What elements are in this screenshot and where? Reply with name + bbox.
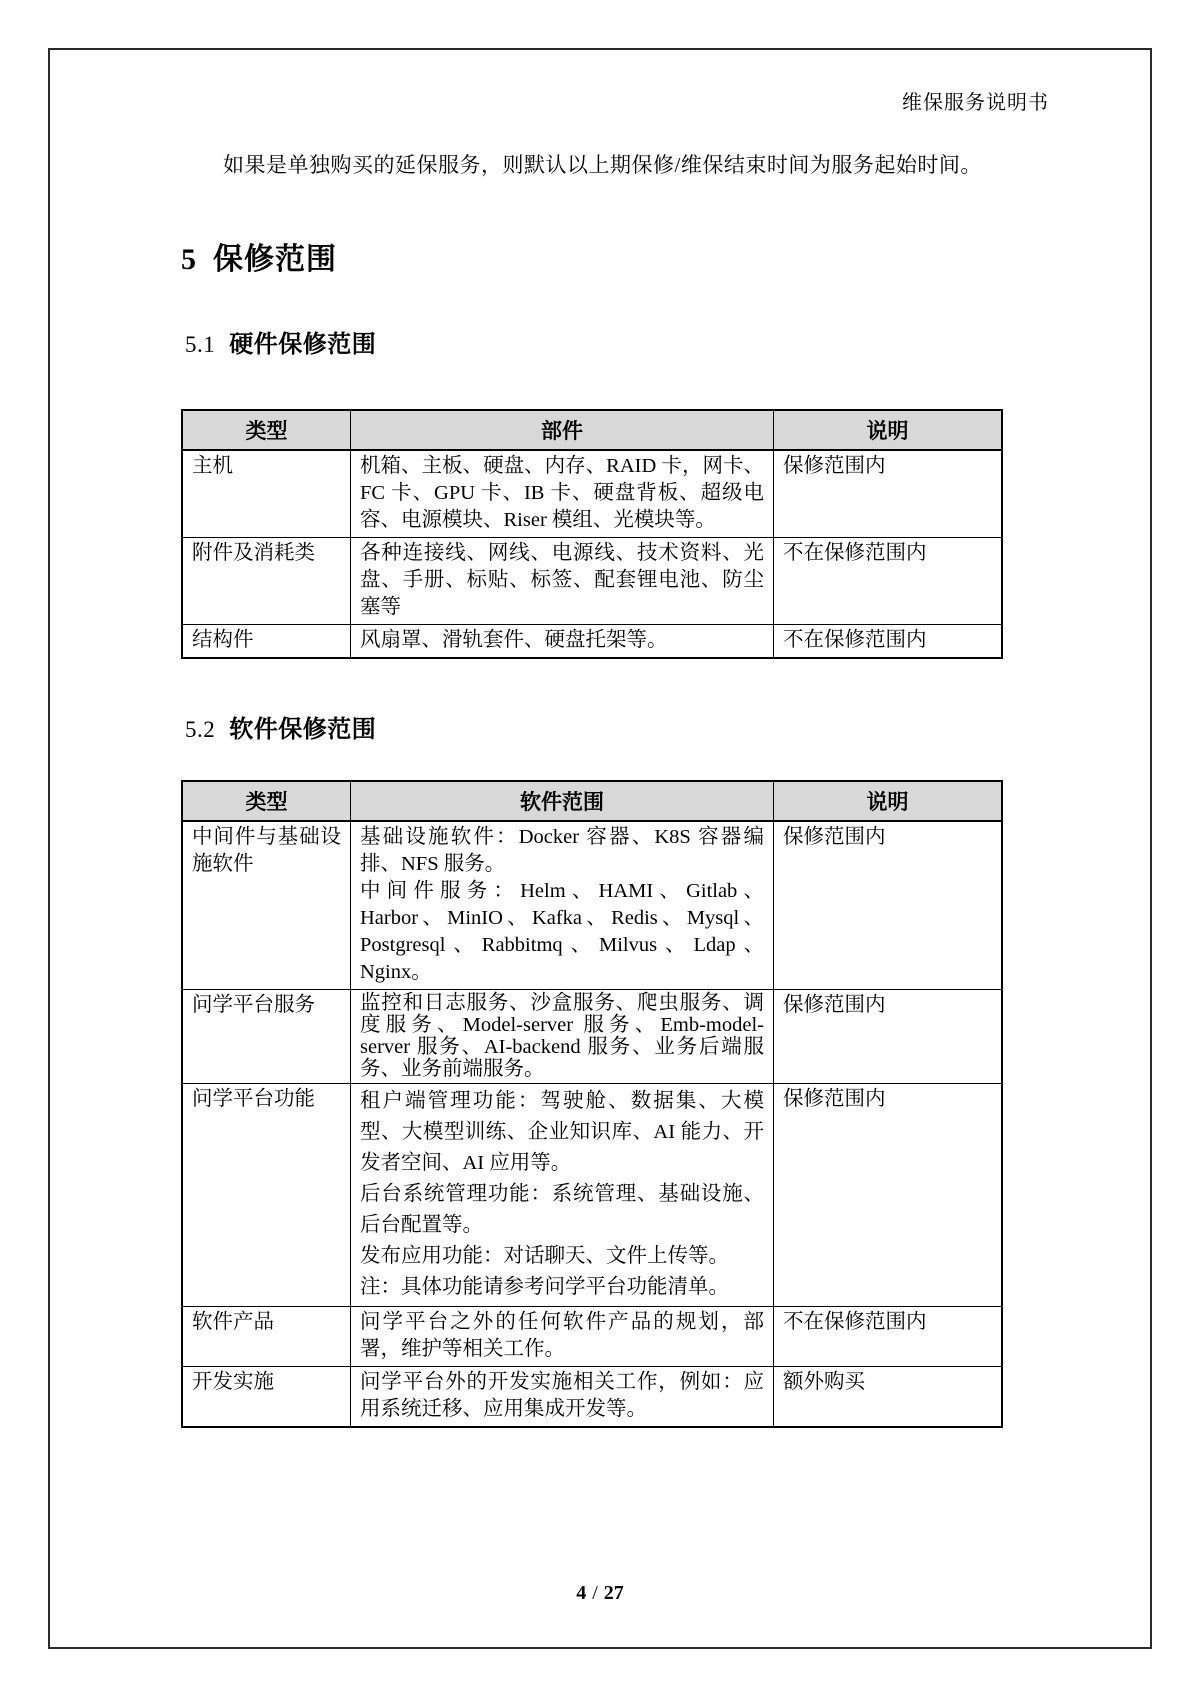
- column-header: 部件: [351, 410, 774, 450]
- note-cell: 保修范围内: [774, 821, 1003, 990]
- subsection-heading-hardware: [185, 324, 1049, 359]
- section-heading: [181, 234, 1049, 278]
- subsection-number: 5.2: [185, 717, 216, 743]
- table-row: [182, 821, 1002, 990]
- scope-paragraph: 问学平台外的开发实施相关工作，例如：应用系统迁移、应用集成开发等。: [360, 1371, 764, 1421]
- type-cell: 问学平台功能: [182, 1084, 351, 1307]
- type-cell: 结构件: [182, 625, 351, 659]
- subsection-software: [181, 709, 1049, 1428]
- scope-cell: [351, 538, 774, 625]
- scope-paragraph: 基础设施软件：Docker 容器、K8S 容器编排、NFS 服务。: [360, 826, 764, 876]
- subsection-title: 硬件保修范围: [229, 331, 377, 359]
- note-cell: 保修范围内: [774, 990, 1003, 1084]
- table-row: [182, 990, 1002, 1084]
- column-header: 说明: [774, 410, 1003, 450]
- scope-cell: [351, 990, 774, 1084]
- note-cell: 不在保修范围内: [774, 1307, 1003, 1367]
- table-row: [182, 1367, 1002, 1428]
- footer-total-pages: 27: [603, 1582, 624, 1604]
- scope-paragraph: 各种连接线、网线、电源线、技术资料、光盘、手册、标贴、标签、配套锂电池、防尘塞等: [360, 542, 764, 619]
- scope-paragraph: 监控和日志服务、沙盒服务、爬虫服务、调度服务、Model-server 服务、Emb-model-server 服务、AI-backend 服务、业务后端服务、业务前端服务。: [360, 992, 764, 1081]
- note-cell: 不在保修范围内: [774, 538, 1003, 625]
- document-title: 维保服务说明书: [902, 92, 1049, 114]
- note-cell: 保修范围内: [774, 1084, 1003, 1307]
- column-header: 软件范围: [351, 781, 774, 821]
- note-cell: 额外购买: [774, 1367, 1003, 1428]
- table-row: [182, 625, 1002, 659]
- type-cell: 主机: [182, 450, 351, 538]
- scope-cell: [351, 625, 774, 659]
- scope-paragraph: 后台系统管理功能：系统管理、基础设施、后台配置等。: [360, 1183, 764, 1237]
- table-header-row: [182, 781, 1002, 821]
- hardware-warranty-table: [181, 409, 1003, 659]
- column-header: 说明: [774, 781, 1003, 821]
- column-header: 类型: [182, 410, 351, 450]
- scope-cell: [351, 1084, 774, 1307]
- scope-paragraph: 中间件服务：Helm、HAMI、Gitlab、Harbor、MinIO、Kafka、Redis、Mysql、Postgresql、Rabbitmq、Milvus、Ldap、Nginx。: [360, 880, 764, 984]
- scope-cell: [351, 821, 774, 990]
- type-cell: 中间件与基础设施软件: [182, 821, 351, 990]
- table-header-row: [182, 410, 1002, 450]
- scope-paragraph: 租户端管理功能：驾驶舱、数据集、大模型、大模型训练、企业知识库、AI 能力、开发者空间、AI 应用等。: [360, 1090, 764, 1175]
- subsection-number: 5.1: [185, 332, 216, 358]
- type-cell: 开发实施: [182, 1367, 351, 1428]
- table-row: [182, 1307, 1002, 1367]
- scope-paragraph: 机箱、主板、硬盘、内存、RAID 卡，网卡、FC 卡、GPU 卡、IB 卡、硬盘背板、超级电容、电源模块、Riser 模组、光模块等。: [360, 455, 764, 532]
- subsection-title: 软件保修范围: [229, 716, 377, 744]
- page-header: [181, 86, 1049, 115]
- type-cell: 软件产品: [182, 1307, 351, 1367]
- scope-cell: [351, 1367, 774, 1428]
- table-row: [182, 450, 1002, 538]
- scope-paragraph: 注：具体功能请参考问学平台功能清单。: [360, 1276, 729, 1299]
- note-cell: 不在保修范围内: [774, 625, 1003, 659]
- page-footer: [50, 1582, 1150, 1605]
- intro-paragraph: 如果是单独购买的延保服务，则默认以上期保修/维保结束时间为服务起始时间。: [223, 153, 982, 177]
- footer-separator: /: [592, 1582, 598, 1604]
- page-border-frame: [48, 48, 1152, 1649]
- note-cell: 保修范围内: [774, 450, 1003, 538]
- section-title: 保修范围: [213, 243, 337, 277]
- type-cell: 问学平台服务: [182, 990, 351, 1084]
- section-number: 5: [181, 243, 197, 277]
- table-row: [182, 538, 1002, 625]
- scope-paragraph: 风扇罩、滑轨套件、硬盘托架等。: [360, 629, 668, 652]
- type-cell: 附件及消耗类: [182, 538, 351, 625]
- software-warranty-table: [181, 780, 1003, 1428]
- subsection-hardware: [181, 324, 1049, 659]
- scope-cell: [351, 450, 774, 538]
- scope-paragraph: 发布应用功能：对话聊天、文件上传等。: [360, 1245, 729, 1268]
- scope-cell: [351, 1307, 774, 1367]
- footer-page-number: 4: [576, 1582, 587, 1604]
- table-row: [182, 1084, 1002, 1307]
- scope-paragraph: 问学平台之外的任何软件产品的规划，部署，维护等相关工作。: [360, 1311, 764, 1361]
- column-header: 类型: [182, 781, 351, 821]
- subsection-heading-software: [185, 709, 1049, 744]
